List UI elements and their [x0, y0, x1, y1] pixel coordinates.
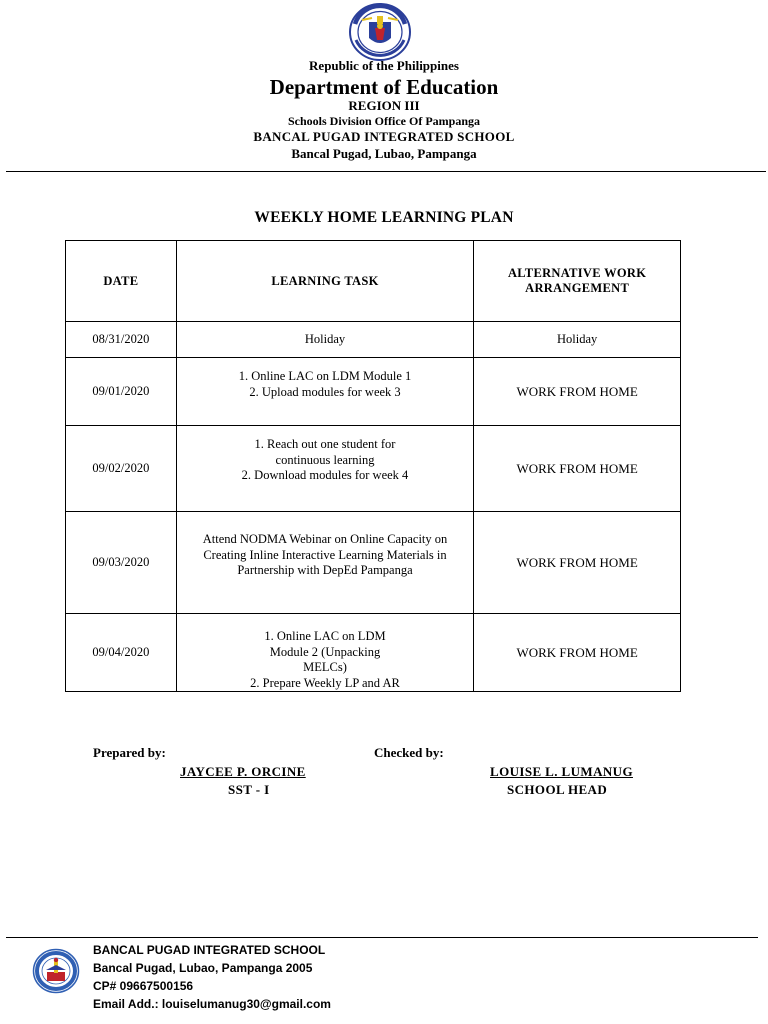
deped-seal-icon — [348, 2, 412, 62]
footer-school: BANCAL PUGAD INTEGRATED SCHOOL — [93, 943, 326, 957]
footer-email: Email Add.: louiselumanug30@gmail.com — [93, 997, 331, 1011]
footer-address: Bancal Pugad, Lubao, Pampanga 2005 — [93, 961, 313, 975]
header-region: REGION III — [348, 98, 420, 113]
task-item: 2. Prepare Weekly LP and AR — [250, 675, 400, 690]
date-cell: 09/02/2020 — [66, 426, 177, 512]
checked-by-label: Checked by: — [374, 745, 444, 760]
task-cell: Holiday — [176, 322, 474, 358]
footer-phone: CP# 09667500156 — [93, 979, 194, 993]
checked-by-name: LOUISE L. LUMANUG — [490, 764, 633, 779]
task-item: 1. Reach out one student for continuous learning — [254, 437, 396, 467]
table-row — [66, 426, 681, 512]
header-republic: Republic of the Philippines — [309, 58, 459, 73]
header-address: Bancal Pugad, Lubao, Pampanga — [291, 146, 477, 161]
date-cell: 09/01/2020 — [66, 358, 177, 426]
arrangement-cell: WORK FROM HOME — [474, 358, 681, 426]
header-school: BANCAL PUGAD INTEGRATED SCHOOL — [253, 129, 515, 144]
task-list — [177, 369, 474, 400]
learning-plan-table — [65, 240, 681, 692]
task-item: Attend NODMA Webinar on Online Capacity on Creating Inline Interactive Learning Materials in Partnership with DepEd Pampanga — [202, 532, 448, 577]
table-row — [66, 614, 681, 692]
table-row — [66, 322, 681, 358]
task-cell — [176, 426, 474, 512]
table-row — [66, 512, 681, 614]
task-list — [177, 629, 474, 691]
task-item: 1. Online LAC on LDM Module 2 (Unpacking MELCs) — [264, 629, 386, 674]
task-item: 2. Download modules for week 4 — [241, 468, 409, 482]
school-logo-icon — [32, 948, 80, 994]
footer-divider — [6, 937, 758, 938]
prepared-by-position: SST - I — [228, 782, 270, 797]
task-cell — [176, 512, 474, 614]
checked-by-position: SCHOOL HEAD — [507, 782, 608, 797]
date-cell: 09/04/2020 — [66, 614, 177, 692]
task-cell — [176, 358, 474, 426]
table-header-row — [66, 241, 681, 322]
column-header-learning-task: LEARNING TASK — [176, 241, 474, 322]
footer-contact — [93, 941, 331, 1013]
column-header-arrangement: ALTERNATIVE WORK ARRANGEMENT — [474, 241, 681, 322]
date-cell: 09/03/2020 — [66, 512, 177, 614]
arrangement-cell: WORK FROM HOME — [474, 512, 681, 614]
prepared-by-label: Prepared by: — [93, 745, 166, 760]
task-item: 1. Online LAC on LDM Module 1 — [238, 369, 412, 383]
date-cell: 08/31/2020 — [66, 322, 177, 358]
header-division: Schools Division Office Of Pampanga — [287, 114, 480, 128]
table-row — [66, 358, 681, 426]
header-department: Department of Education — [269, 75, 499, 99]
task-list — [177, 437, 474, 484]
task-cell — [176, 614, 474, 692]
column-header-date: DATE — [66, 241, 177, 322]
prepared-by-name: JAYCEE P. ORCINE — [180, 764, 306, 779]
arrangement-cell: Holiday — [474, 322, 681, 358]
document-title: WEEKLY HOME LEARNING PLAN — [254, 209, 514, 226]
arrangement-cell: WORK FROM HOME — [474, 426, 681, 512]
arrangement-cell: WORK FROM HOME — [474, 614, 681, 692]
header-divider — [6, 171, 766, 172]
task-item: 2. Upload modules for week 3 — [249, 384, 401, 399]
